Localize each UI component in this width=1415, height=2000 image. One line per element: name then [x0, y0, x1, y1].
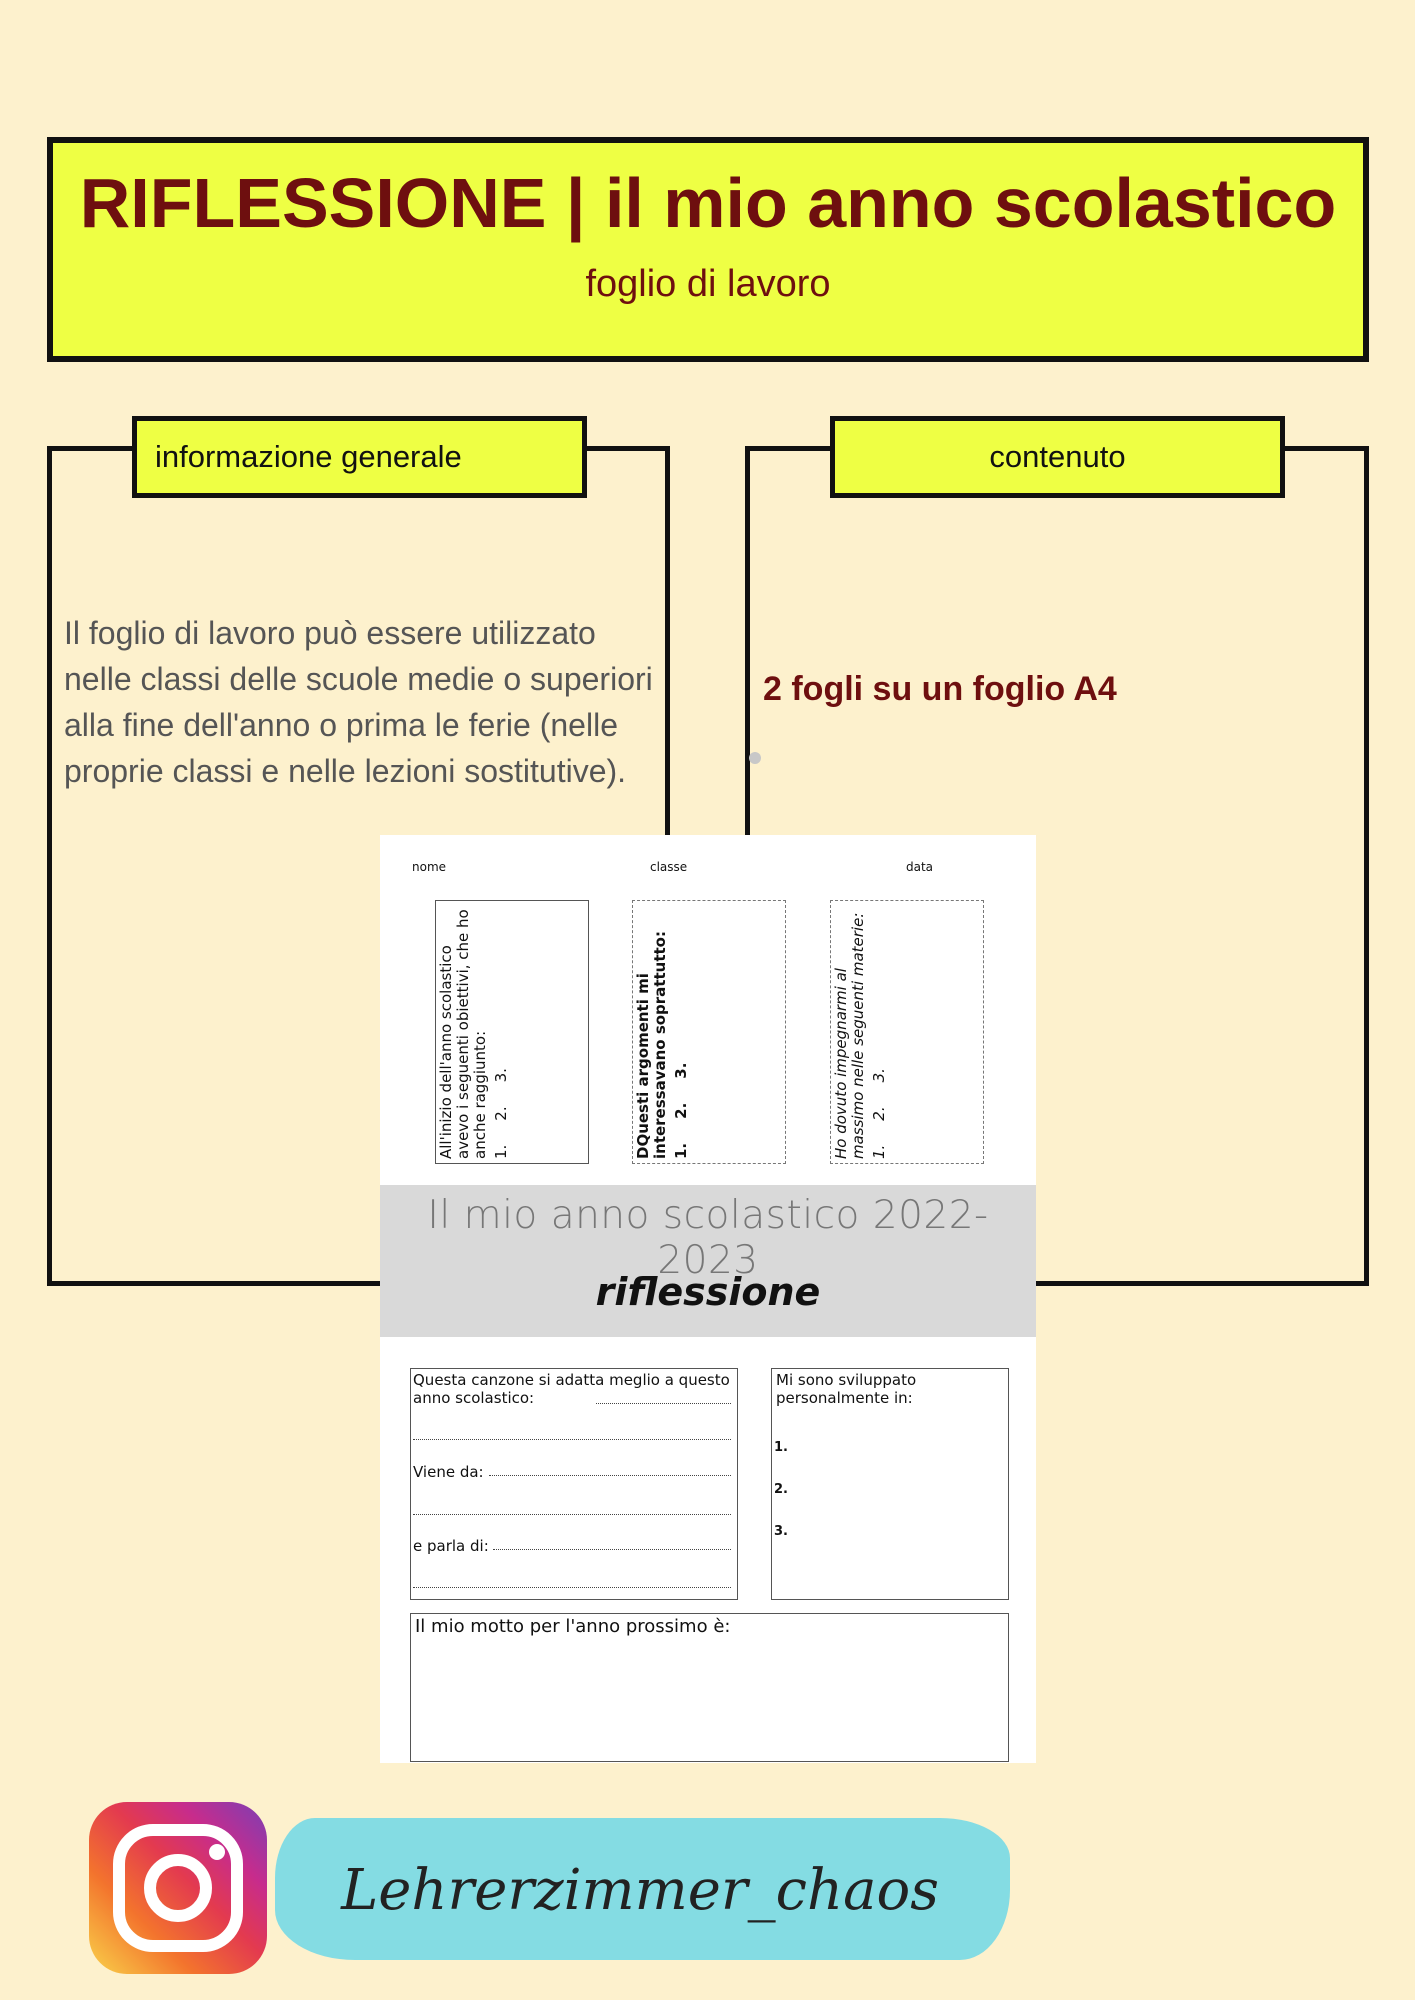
effort-num-1: 1. [870, 1144, 888, 1159]
growth-num-3: 3. [774, 1524, 788, 1539]
class-field-label: classe [650, 860, 688, 874]
interests-box-text: DQuesti argomenti mi interessavano soprattutto: [634, 931, 669, 1159]
goals-num-2: 2. [492, 1106, 510, 1121]
from-label: Viene da: [413, 1463, 484, 1481]
worksheet-title: Il mio anno scolastico 2022-2023 [427, 1193, 989, 1283]
personal-growth-box [771, 1368, 1009, 1600]
growth-num-2: 2. [774, 1482, 788, 1497]
interests-num-2: 2. [672, 1102, 690, 1119]
interests-num-3: 3. [672, 1062, 690, 1079]
personal-growth-label: Mi sono sviluppato personalmente in: [776, 1371, 917, 1407]
motto-label: Il mio motto per l'anno prossimo è: [415, 1616, 731, 1637]
content-tab: contenuto [830, 416, 1285, 498]
general-info-tab: informazione generale [132, 416, 587, 498]
instagram-icon [89, 1802, 267, 1974]
general-info-text: Il foglio di lavoro può essere utilizzato nelle classi delle scuole medie o superiori alla fine dell'anno o prima le ferie (nelle proprie classi e nelle lezioni sostitutive). [64, 615, 653, 789]
page-subtitle: foglio di lavoro [585, 263, 831, 305]
worksheet-subtitle: riflessione [595, 1270, 821, 1314]
about-label: e parla di: [413, 1537, 489, 1555]
worksheet-preview [380, 835, 1036, 1763]
effort-box [830, 900, 984, 1164]
effort-num-2: 2. [870, 1106, 888, 1121]
interests-num-1: 1. [672, 1142, 690, 1159]
goals-box-text: All'inizio dell'anno scolastico avevo i seguenti obiettivi, che ho anche raggiunto: [437, 909, 489, 1159]
goals-num-3: 3. [492, 1068, 510, 1083]
song-box [410, 1368, 738, 1600]
worksheet-title-band [380, 1185, 1036, 1337]
interests-box [632, 900, 786, 1164]
goals-num-1: 1. [492, 1144, 510, 1159]
page-title: RIFLESSIONE | il mio anno scolastico [79, 164, 1337, 242]
effort-num-3: 3. [870, 1068, 888, 1083]
effort-box-text: Ho dovuto impegnarmi al massimo nelle seguenti materie: [832, 912, 867, 1159]
growth-num-1: 1. [774, 1440, 788, 1455]
date-field-label: data [906, 860, 934, 874]
motto-box [410, 1613, 1009, 1762]
name-field-label: nome [412, 860, 447, 874]
content-text: 2 fogli su un foglio A4 [763, 670, 1117, 708]
goals-box [435, 900, 589, 1164]
decorative-dot [749, 752, 761, 764]
header-banner [47, 137, 1369, 362]
brand-name: Lehrerzimmer_chaos [341, 1857, 939, 1923]
song-label: Questa canzone si adatta meglio a questo anno scolastico: [413, 1371, 730, 1407]
